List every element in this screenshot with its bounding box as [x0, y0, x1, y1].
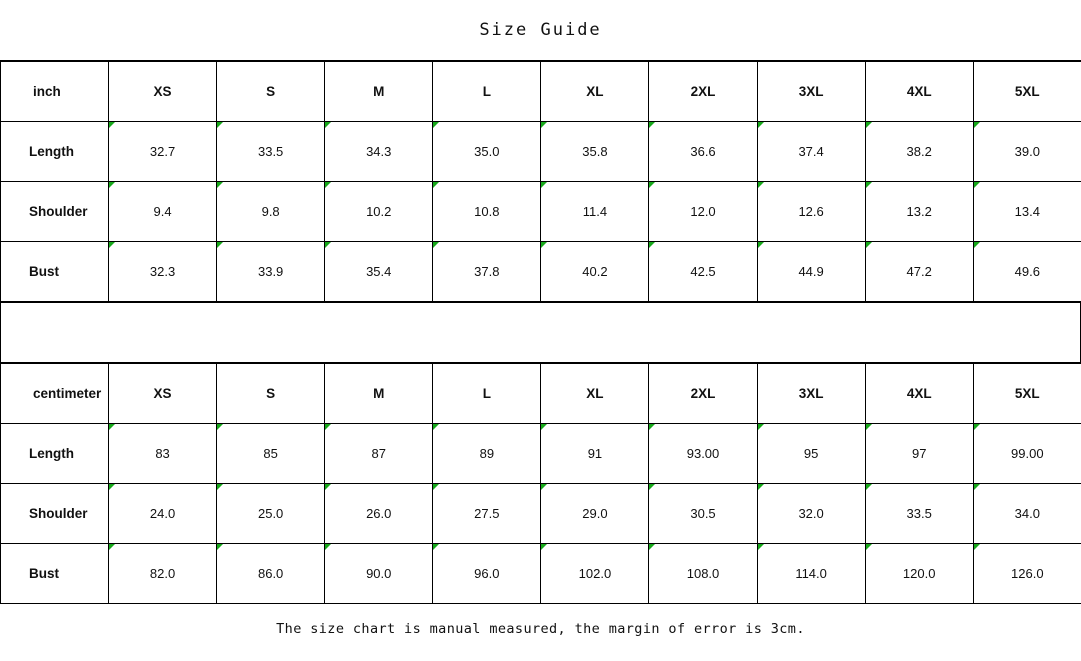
column-header-3xl: 3XL [757, 364, 865, 424]
cell-inch-length-5xl: 39.0 [973, 122, 1081, 182]
cell-cm-bust-3xl: 114.0 [757, 544, 865, 604]
row-label-length: Length [1, 424, 109, 484]
column-header-5xl: 5XL [973, 364, 1081, 424]
cell-inch-shoulder-s: 9.8 [217, 182, 325, 242]
cell-inch-length-s: 33.5 [217, 122, 325, 182]
inch-table-block [0, 60, 1081, 302]
cell-cm-shoulder-xs: 24.0 [109, 484, 217, 544]
column-header-xs: XS [109, 62, 217, 122]
cell-cm-shoulder-2xl: 30.5 [649, 484, 757, 544]
cell-inch-length-xs: 32.7 [109, 122, 217, 182]
cell-inch-bust-m: 35.4 [325, 242, 433, 302]
column-header-l: L [433, 364, 541, 424]
column-header-5xl: 5XL [973, 62, 1081, 122]
cell-cm-length-m: 87 [325, 424, 433, 484]
cell-cm-bust-4xl: 120.0 [865, 544, 973, 604]
column-header-m: M [325, 364, 433, 424]
column-header-2xl: 2XL [649, 364, 757, 424]
cell-cm-length-xl: 91 [541, 424, 649, 484]
separator-row [1, 303, 1081, 363]
cell-cm-length-5xl: 99.00 [973, 424, 1081, 484]
cell-inch-bust-2xl: 42.5 [649, 242, 757, 302]
cell-inch-length-3xl: 37.4 [757, 122, 865, 182]
table-header-row [1, 364, 1081, 424]
cell-inch-shoulder-xs: 9.4 [109, 182, 217, 242]
table-row [1, 484, 1081, 544]
cell-cm-length-s: 85 [217, 424, 325, 484]
cell-cm-bust-s: 86.0 [217, 544, 325, 604]
cell-inch-length-m: 34.3 [325, 122, 433, 182]
row-label-length: Length [1, 122, 109, 182]
cell-inch-length-2xl: 36.6 [649, 122, 757, 182]
table-header-row [1, 62, 1081, 122]
cell-cm-length-2xl: 93.00 [649, 424, 757, 484]
cell-cm-shoulder-5xl: 34.0 [973, 484, 1081, 544]
cell-inch-bust-s: 33.9 [217, 242, 325, 302]
cell-inch-shoulder-m: 10.2 [325, 182, 433, 242]
column-header-4xl: 4XL [865, 364, 973, 424]
cell-inch-bust-4xl: 47.2 [865, 242, 973, 302]
cell-inch-bust-l: 37.8 [433, 242, 541, 302]
column-header-s: S [217, 62, 325, 122]
table-row [1, 242, 1081, 302]
table-row [1, 424, 1081, 484]
row-label-bust: Bust [1, 544, 109, 604]
cell-cm-bust-m: 90.0 [325, 544, 433, 604]
cell-cm-shoulder-s: 25.0 [217, 484, 325, 544]
unit-label-inch: inch [1, 62, 109, 122]
unit-label-centimeter: centimeter [1, 364, 109, 424]
size-table-inch [0, 61, 1081, 302]
cell-inch-length-xl: 35.8 [541, 122, 649, 182]
cell-inch-shoulder-l: 10.8 [433, 182, 541, 242]
column-header-xl: XL [541, 364, 649, 424]
column-header-3xl: 3XL [757, 62, 865, 122]
cell-inch-shoulder-xl: 11.4 [541, 182, 649, 242]
column-header-xl: XL [541, 62, 649, 122]
column-header-4xl: 4XL [865, 62, 973, 122]
table-separator [0, 302, 1081, 363]
cell-inch-shoulder-4xl: 13.2 [865, 182, 973, 242]
cell-cm-length-l: 89 [433, 424, 541, 484]
cell-cm-bust-xs: 82.0 [109, 544, 217, 604]
column-header-l: L [433, 62, 541, 122]
size-table-centimeter [0, 363, 1081, 604]
cell-inch-shoulder-5xl: 13.4 [973, 182, 1081, 242]
cell-inch-length-4xl: 38.2 [865, 122, 973, 182]
column-header-s: S [217, 364, 325, 424]
cell-inch-bust-5xl: 49.6 [973, 242, 1081, 302]
cell-cm-shoulder-3xl: 32.0 [757, 484, 865, 544]
cell-cm-bust-l: 96.0 [433, 544, 541, 604]
cell-cm-shoulder-xl: 29.0 [541, 484, 649, 544]
row-label-shoulder: Shoulder [1, 484, 109, 544]
cell-cm-shoulder-m: 26.0 [325, 484, 433, 544]
row-label-bust: Bust [1, 242, 109, 302]
table-row [1, 544, 1081, 604]
cell-cm-bust-5xl: 126.0 [973, 544, 1081, 604]
cell-inch-shoulder-3xl: 12.6 [757, 182, 865, 242]
column-header-2xl: 2XL [649, 62, 757, 122]
cell-inch-bust-xl: 40.2 [541, 242, 649, 302]
column-header-xs: XS [109, 364, 217, 424]
cell-inch-shoulder-2xl: 12.0 [649, 182, 757, 242]
column-header-m: M [325, 62, 433, 122]
cell-cm-length-4xl: 97 [865, 424, 973, 484]
cell-cm-bust-2xl: 108.0 [649, 544, 757, 604]
row-label-shoulder: Shoulder [1, 182, 109, 242]
measurement-note: The size chart is manual measured, the margin of error is 3cm. [276, 621, 805, 637]
cell-cm-length-xs: 83 [109, 424, 217, 484]
separator-cell [1, 303, 1081, 363]
cell-inch-bust-3xl: 44.9 [757, 242, 865, 302]
table-row [1, 122, 1081, 182]
cell-cm-shoulder-l: 27.5 [433, 484, 541, 544]
page-title: Size Guide [479, 20, 602, 40]
cell-inch-length-l: 35.0 [433, 122, 541, 182]
cell-inch-bust-xs: 32.3 [109, 242, 217, 302]
cell-cm-length-3xl: 95 [757, 424, 865, 484]
cell-cm-shoulder-4xl: 33.5 [865, 484, 973, 544]
table-row [1, 182, 1081, 242]
cell-cm-bust-xl: 102.0 [541, 544, 649, 604]
